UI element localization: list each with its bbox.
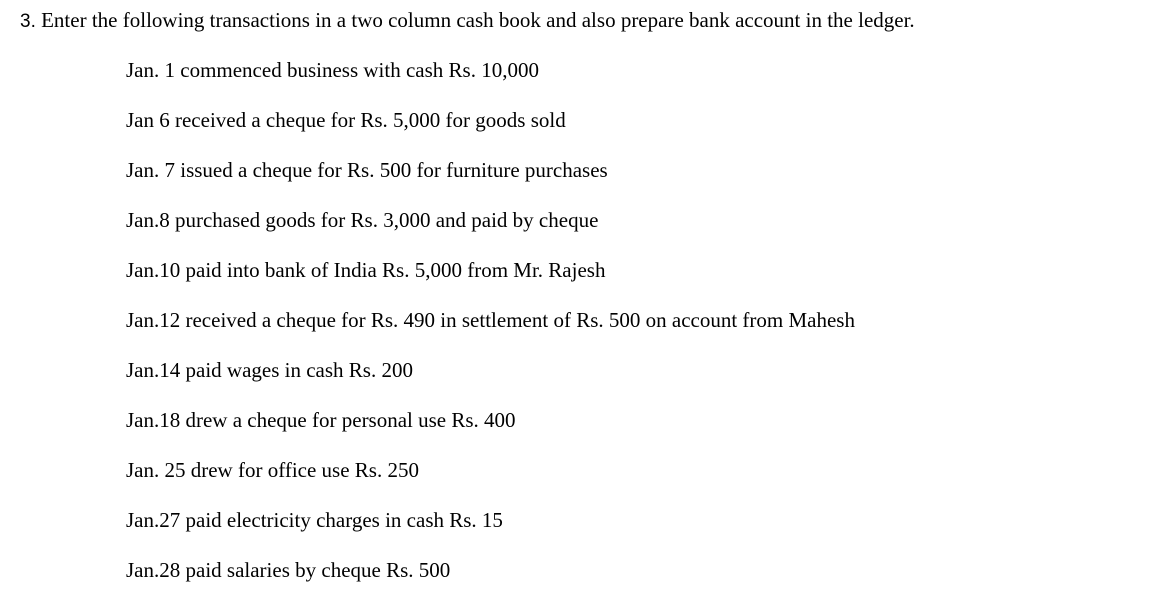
transaction-item: Jan.10 paid into bank of India Rs. 5,000 from Mr. Rajesh: [126, 258, 606, 282]
question-number: 3.: [20, 11, 36, 32]
transaction-item: Jan.28 paid salaries by cheque Rs. 500: [126, 558, 451, 582]
transaction-item: Jan.8 purchased goods for Rs. 3,000 and paid by cheque: [126, 208, 599, 232]
transaction-item: Jan.14 paid wages in cash Rs. 200: [126, 358, 413, 382]
question-text: Enter the following transactions in a two column cash book and also prepare bank account in the ledger.: [41, 8, 915, 32]
question-heading: [20, 6, 915, 36]
transaction-item: Jan 6 received a cheque for Rs. 5,000 for goods sold: [126, 108, 566, 132]
transaction-item: Jan. 7 issued a cheque for Rs. 500 for furniture purchases: [126, 158, 608, 182]
transaction-item: Jan.12 received a cheque for Rs. 490 in settlement of Rs. 500 on account from Mahesh: [126, 308, 855, 332]
transaction-item: Jan.27 paid electricity charges in cash Rs. 15: [126, 508, 503, 532]
transaction-item: Jan. 25 drew for office use Rs. 250: [126, 458, 419, 482]
transaction-list: [126, 56, 855, 606]
transaction-item: Jan.18 drew a cheque for personal use Rs. 400: [126, 408, 516, 432]
transaction-item: Jan. 1 commenced business with cash Rs. 10,000: [126, 58, 539, 82]
